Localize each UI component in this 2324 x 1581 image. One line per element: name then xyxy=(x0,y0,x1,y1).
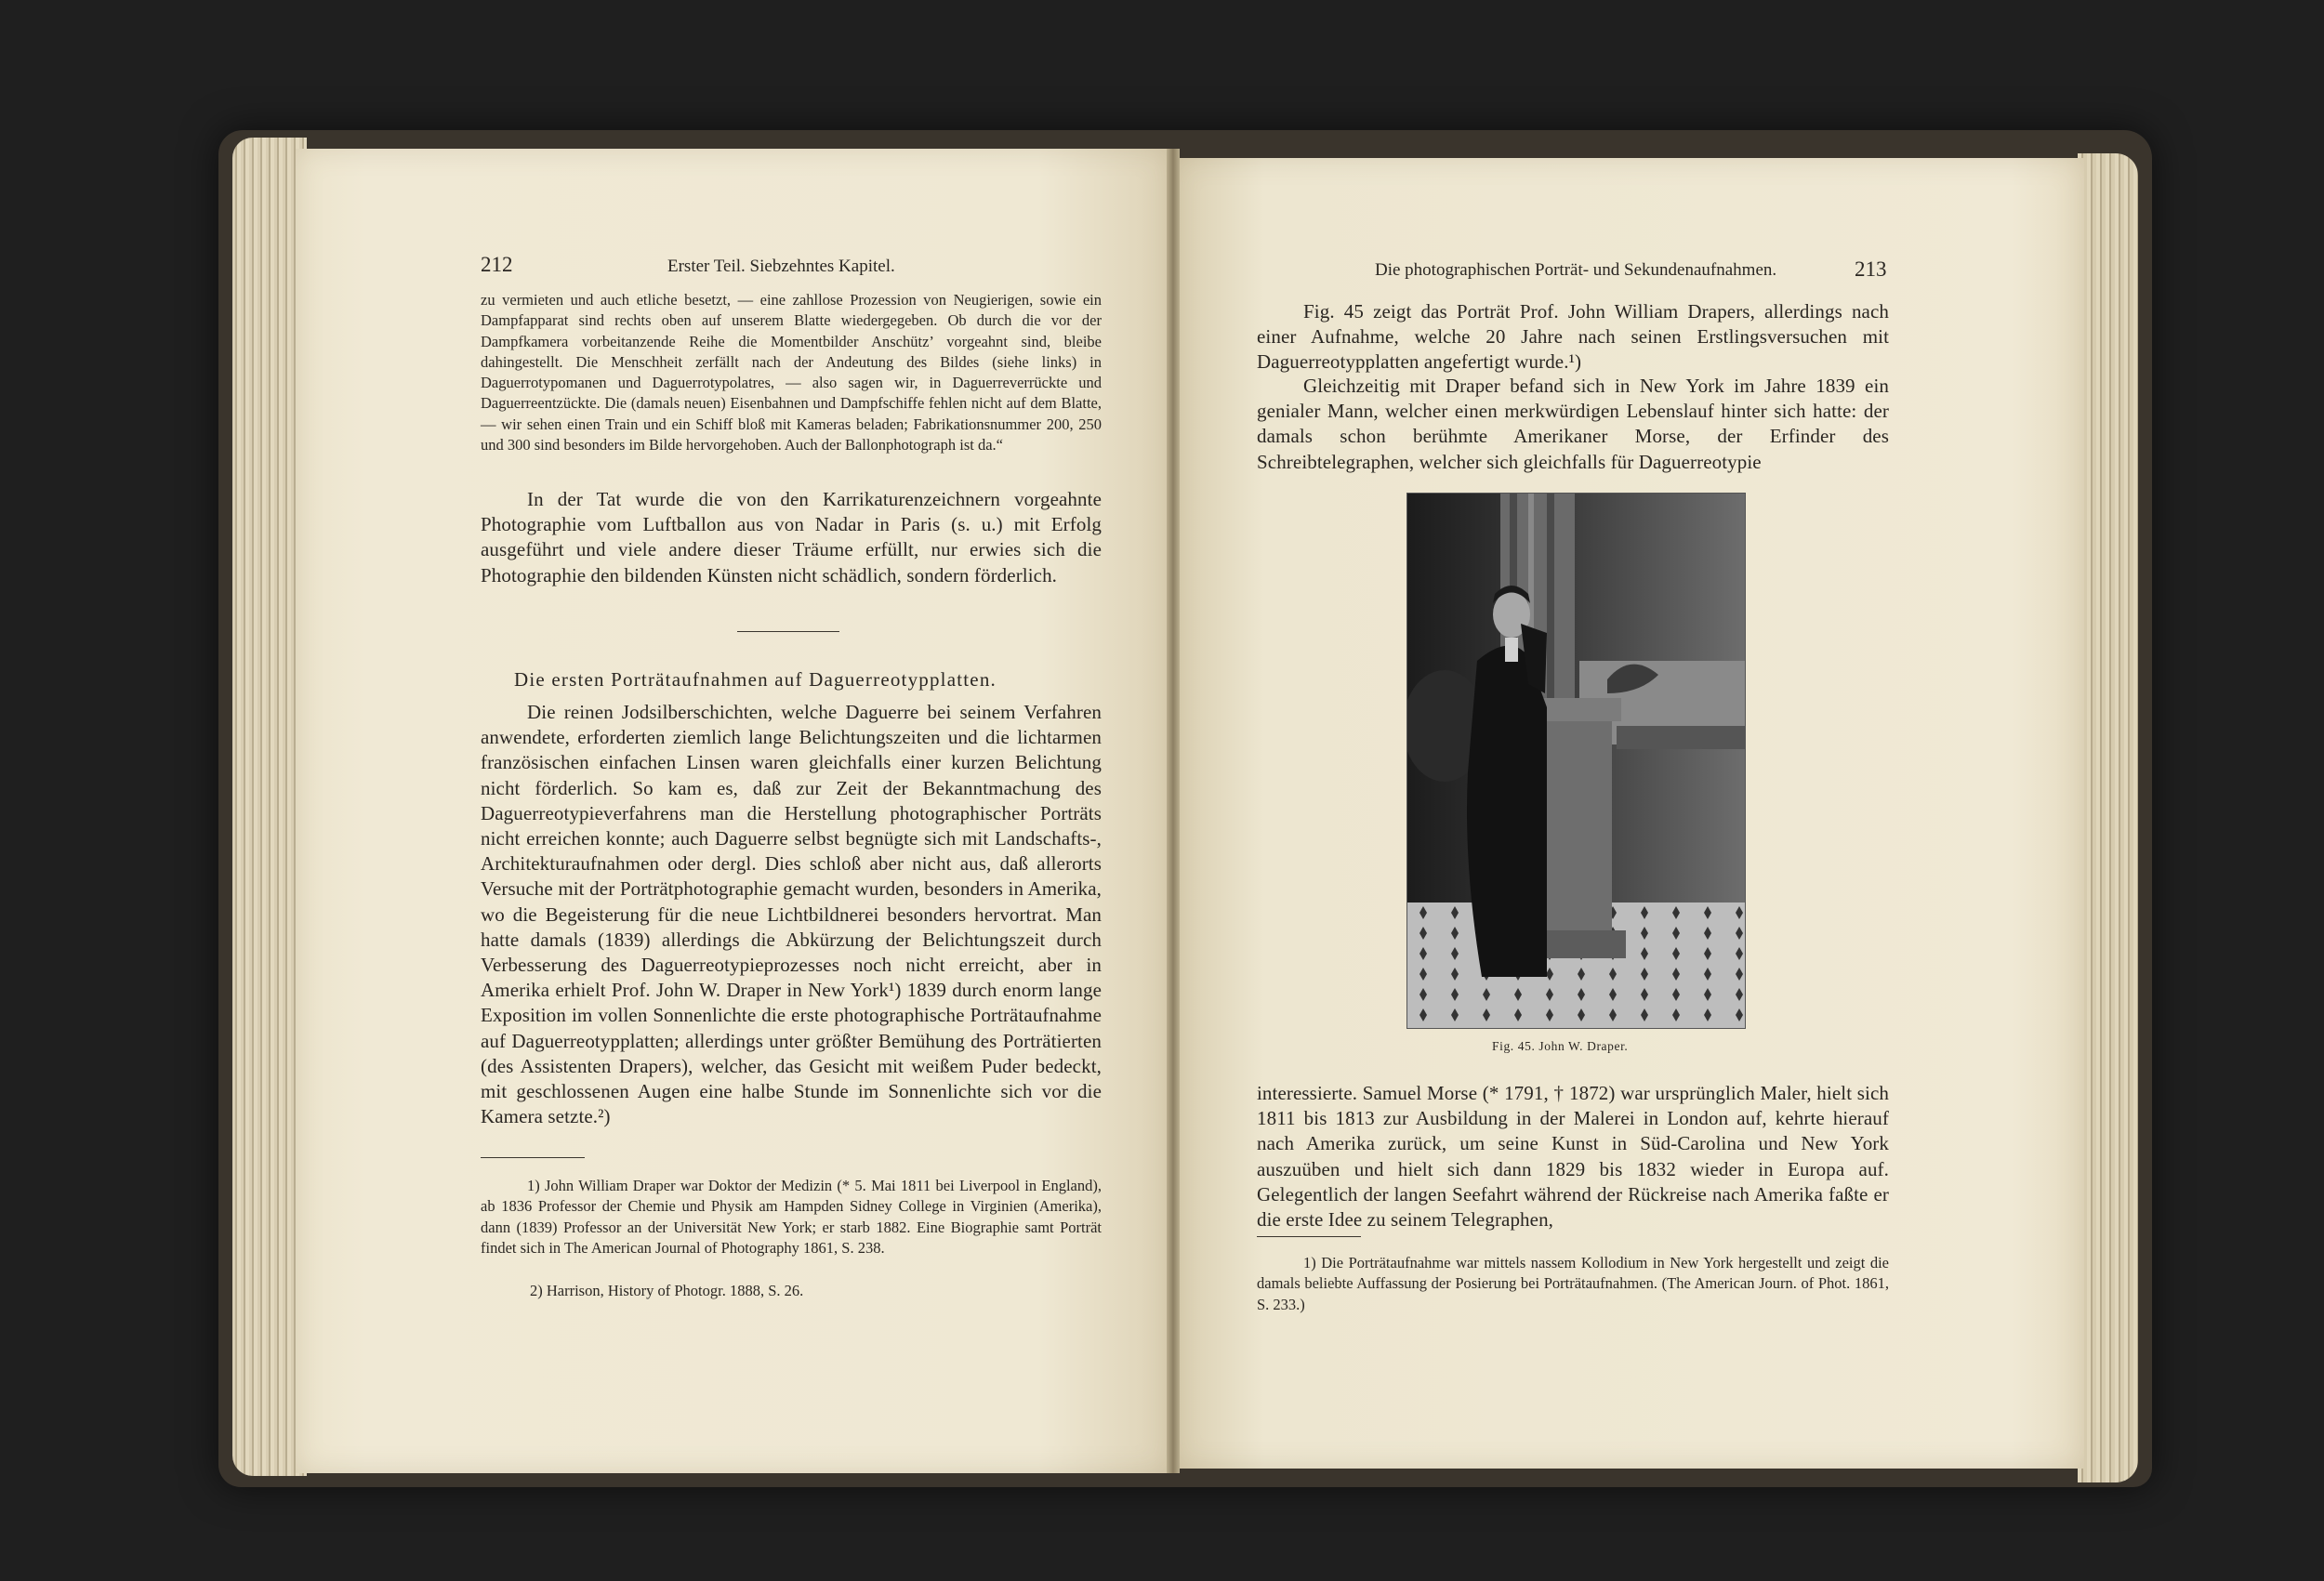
right-running-head: Die photographischen Porträt- und Sekundenaufnahmen. xyxy=(1375,260,1777,280)
right-paragraph-2: Gleichzeitig mit Draper befand sich in New York im Jahre 1839 ein genialer Mann, welcher einen merkwürdigen Lebenslauf hinter sich hatte: der damals schon berühmte Amerikaner Morse, der Erfinder des Schreibtelegraphen, welcher sich gleichfalls für Daguerreotypie xyxy=(1257,375,1889,473)
left-running-head: Erster Teil. Siebzehntes Kapitel. xyxy=(667,257,895,276)
section-divider xyxy=(737,631,839,632)
quoted-passage: zu vermieten und auch etliche besetzt, — eine zahllose Prozession von Neugierigen, sowie ein Dampfapparat sind rechts oben auf unserem Blatte wiedergegeben. Ob durch die vor der Dampfkamera vorbeitanzende Reihe die Momentbilder Anschütz’ vorgeahnt sind, bleibe dahingestellt. Die Menschheit zerfällt nach der Andeutung des Bildes (siehe links) in Daguerrotypomanen und Daguerrotypolatres, — also sagen wir, in Daguerreverrückte und Daguerreentzückte. Die (damals neuen) Eisenbahnen und Dampfschiffe fehlen nicht auf dem Blatte, — wir sehen einen Train und ein Schiff bloß mit Kameras beladen; Fabrikationsnummer 200, 250 und 300 sind besonders im Bilde hervorgehoben. Auch der Ballonphotograph ist da.“ xyxy=(481,291,1102,455)
book-gutter xyxy=(1167,149,1180,1473)
left-paragraph-1: In der Tat wurde die von den Karrikaturenzeichnern vorgeahnte Photographie vom Luftballon aus von Nadar in Paris (s. u.) mit Erfolg ausgeführt und viele andere dieser Träume erfüllt, nur erwies sich die Photographie den bildenden Künsten nicht schädlich, sondern förderlich. xyxy=(481,488,1102,586)
figure-caption: Fig. 45. John W. Draper. xyxy=(1492,1039,1629,1053)
footnote-rule-left xyxy=(481,1157,585,1158)
right-paragraph-1: Fig. 45 zeigt das Porträt Prof. John William Drapers, allerdings nach einer Aufnahme, welche 20 Jahre nach seinen Erstlingsversuchen mit Daguerreotypplatten angefertigt wurde.¹) xyxy=(1257,300,1889,374)
left-footnote-1: 1) John William Draper war Doktor der Medizin (* 5. Mai 1811 bei Liverpool in England), ab 1836 Professor der Chemie und Physik am Hampden Sidney College in Virginien (Amerika), dann (1839) Professor an der Universität New York; er starb 1882. Eine Biographie samt Porträt findet sich in The American Journal of Photography 1861, S. 238. xyxy=(481,1177,1102,1257)
portrait-photograph-figure xyxy=(1406,493,1746,1029)
section-title: Die ersten Porträtaufnahmen auf Daguerreotypplatten. xyxy=(514,668,997,691)
footnote-rule-right xyxy=(1257,1236,1361,1237)
left-paragraph-2: Die reinen Jodsilberschichten, welche Daguerre bei seinem Verfahren anwendete, erforderten ziemlich lange Belichtungszeiten und die lichtarmen französischen einfachen Linsen waren gleichfalls einer kurzen Belichtung nicht förderlich. So kam es, daß zur Zeit der Bekanntmachung des Daguerreotypieverfahrens man die Herstellung photographischer Porträts nicht erreichen konnte; auch Daguerre selbst begnügte sich mit Landschafts-, Architekturaufnahmen oder dergl. Dies schloß aber nicht aus, daß allerorts Versuche mit der Porträtphotographie gemacht wurden, besonders in Amerika, wo die Begeisterung für die neue Lichtbildnerei besonders hervortrat. Man hatte damals (1839) allerdings die Abkürzung der Belichtungszeit durch Verbesserung des Daguerreotypieprozesses noch nicht erreicht, aber in Amerika erhielt Prof. John W. Draper in New York¹) 1839 durch enorm lange Exposition im vollen Sonnenlichte die erste photographische Porträtaufnahme auf Daguerreotypplatten; allerdings unter größter Bemühung des Porträtierten (des Assistenten Drapers), welcher, das Gesicht mit weißem Puder bedeckt, mit geschlossenen Augen eine halbe Stunde im Sonnenlichte sich vor die Kamera setzte.²) xyxy=(481,701,1102,1128)
page-edges-right xyxy=(2078,153,2138,1482)
right-page-number: 213 xyxy=(1855,257,1887,281)
portrait-photograph-icon xyxy=(1407,494,1745,1028)
right-paragraph-3: interessierte. Samuel Morse (* 1791, † 1872) war ursprünglich Maler, hielt sich 1811 bis 1813 zur Ausbildung in der Malerei in London auf, kehrte hierauf nach Amerika zurück, um seine Kunst in Süd-Carolina und New York auszuüben und hielt sich dann 1829 bis 1832 wieder in Europa auf. Gelegentlich der langen Seefahrt während der Rückreise nach Amerika faßte er die erste Idee zu seinem Telegraphen, xyxy=(1257,1082,1889,1232)
right-footnote-1: 1) Die Porträtaufnahme war mittels nassem Kollodium in New York hergestellt und zeigt die damals beliebte Auffassung der Posierung bei Porträtaufnahmen. (The American Journ. of Phot. 1861, S. 233.) xyxy=(1257,1254,1889,1313)
left-footnote-2: 2) Harrison, History of Photogr. 1888, S. 26. xyxy=(530,1282,804,1299)
left-page-number: 212 xyxy=(481,253,513,276)
